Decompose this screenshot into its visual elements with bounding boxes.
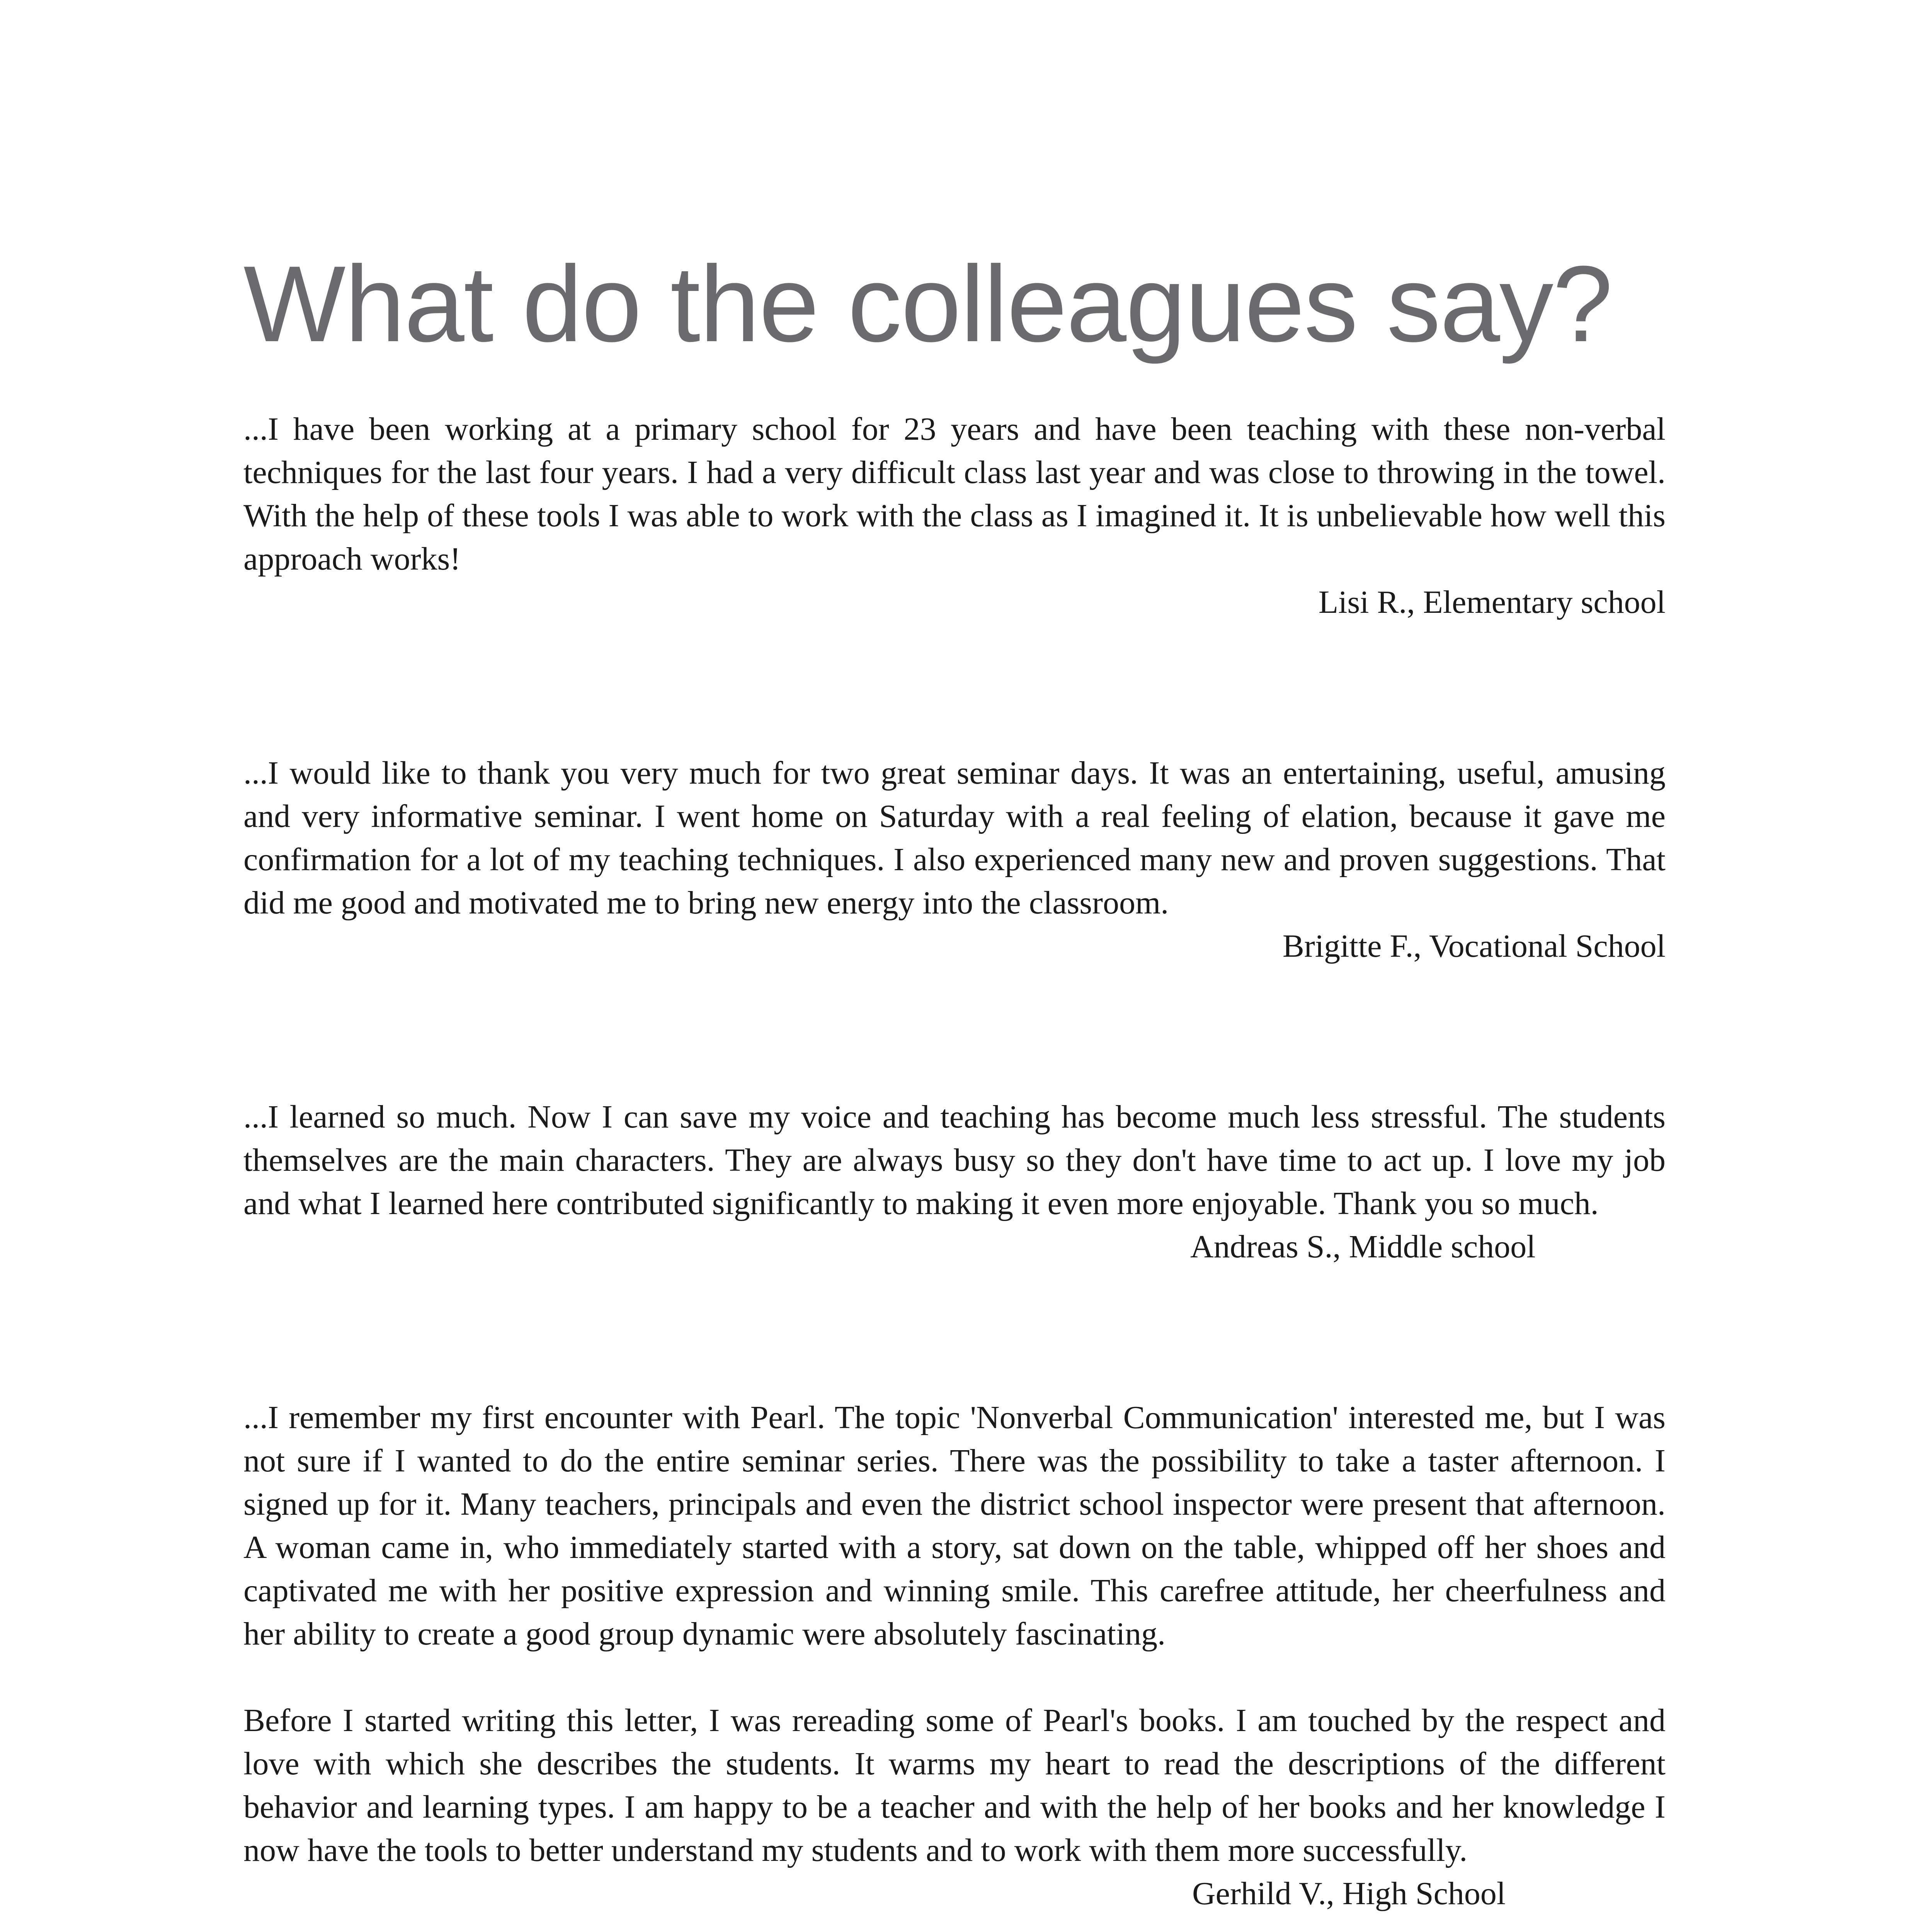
testimonial-text: ...I learned so much. Now I can save my voice and teaching has become much less stressful. The students themselves are the main characters. They are always busy so they don't have time to act up. I love my job and what I learned here contributed significantly to making it even more enjoyable. Thank you so much. (243, 1099, 1666, 1221)
testimonial (243, 1396, 1666, 1915)
page-title: What do the colleagues say? (243, 244, 1612, 364)
spacer (243, 1269, 1666, 1396)
spacer (243, 1656, 1666, 1699)
testimonial (243, 1095, 1666, 1269)
testimonial (243, 752, 1666, 968)
testimonial-signature: Gerhild V., High School (1192, 1876, 1506, 1912)
spacer (243, 968, 1666, 1095)
testimonial (243, 408, 1666, 624)
testimonial-signature: Andreas S., Middle school (1190, 1229, 1536, 1265)
testimonial-signature: Brigitte F., Vocational School (1282, 928, 1666, 964)
testimonial-text: ...I remember my first encounter with Pearl. The topic 'Nonverbal Communication' interested me, but I was not sure if I wanted to do the entire seminar series. There was the possibility to take a taster afternoon. I signed up for it. Many teachers, principals and even the district school inspector were present that afternoon. A woman came in, who immediately started with a story, sat down on the table, whipped off her shoes and captivated me with her positive expression and winning smile. This carefree attitude, her cheerfulness and her ability to create a good group dynamic were absolutely fascinating. (243, 1400, 1666, 1652)
spacer (243, 624, 1666, 752)
testimonial-text: ...I have been working at a primary school for 23 years and have been teaching with these non-verbal techniques for the last four years. I had a very difficult class last year and was close to throwing in the towel. With the help of these tools I was able to work with the class as I imagined it. It is unbelievable how well this approach works! (243, 411, 1666, 577)
testimonial-text: Before I started writing this letter, I was rereading some of Pearl's books. I am touched by the respect and love with which she describes the students. It warms my heart to read the descriptions of the different behavior and learning types. I am happy to be a teacher and with the help of her books and her knowledge I now have the tools to better understand my students and to work with them more successfully. (243, 1702, 1666, 1868)
testimonials (243, 408, 1666, 1915)
testimonial-signature: Lisi R., Elementary school (1318, 584, 1666, 620)
testimonial-text: ...I would like to thank you very much for two great seminar days. It was an entertaining, useful, amusing and very informative seminar. I went home on Saturday with a real feeling of elation, because it gave me confirmation for a lot of my teaching techniques. I also experienced many new and proven suggestions. That did me good and motivated me to bring new energy into the classroom. (243, 755, 1666, 921)
